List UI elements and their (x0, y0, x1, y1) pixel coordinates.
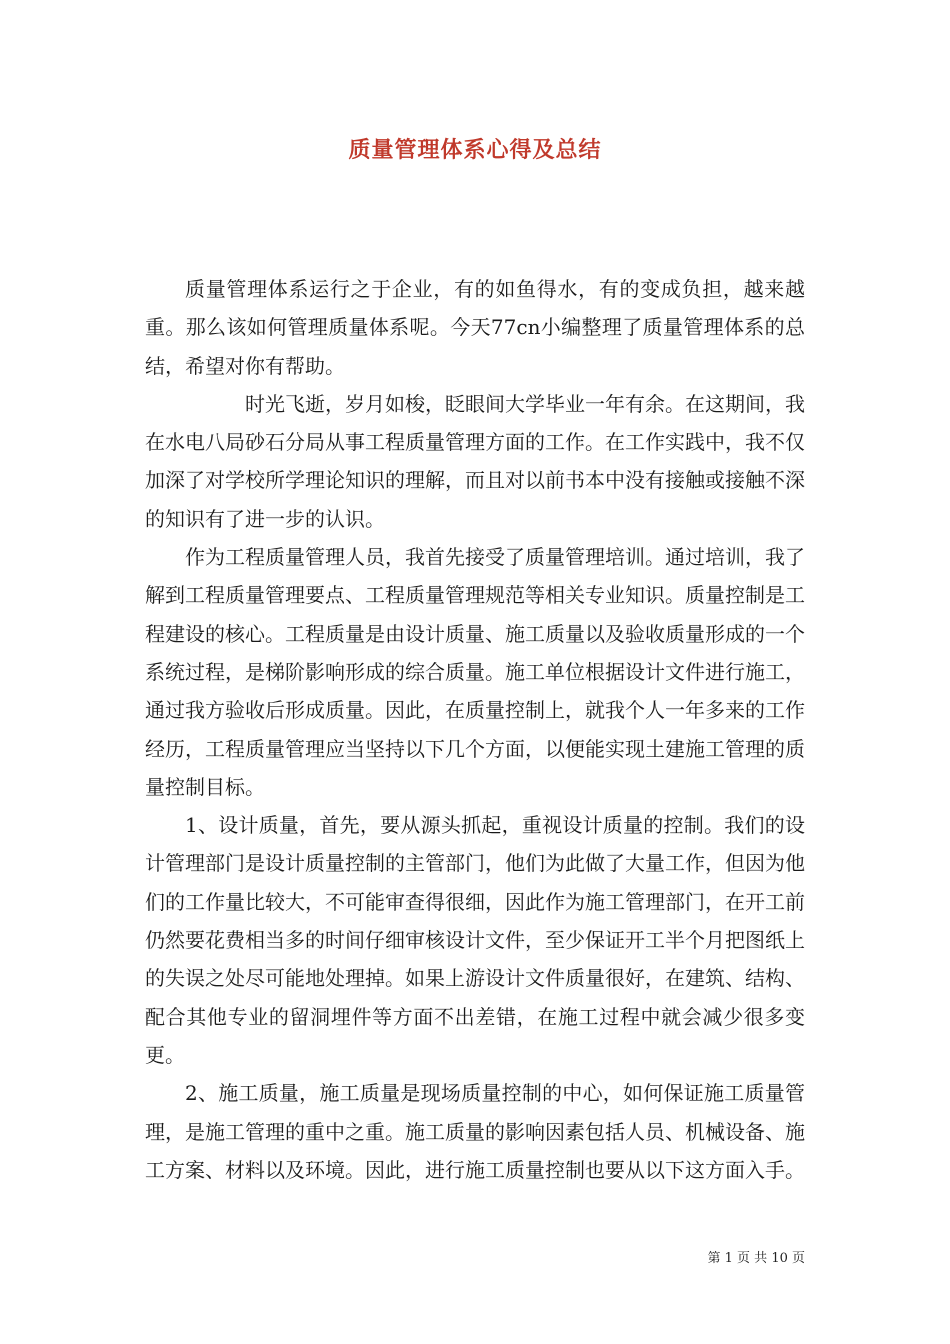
page-number: 第 1 页 共 10 页 (707, 1251, 805, 1266)
document-body (145, 270, 805, 1189)
paragraph-design-quality: 1、设计质量，首先，要从源头抓起，重视设计质量的控制。我们的设计管理部门是设计质量控制的主管部门，他们为此做了大量工作，但因为他们的工作量比较大，不可能审查得很细，因此作为施工管理部门，在开工前仍然要花费相当多的时间仔细审核设计文件，至少保证开工半个月把图纸上的失误之处尽可能地处理掉。如果上游设计文件质量很好，在建筑、结构、配合其他专业的留洞埋件等方面不出差错，在施工过程中就会减少很多变更。 (145, 813, 805, 1067)
document-title: 质量管理体系心得及总结 (348, 137, 602, 163)
paragraph-experience: 时光飞逝，岁月如梭，眨眼间大学毕业一年有余。在这期间，我在水电八局砂石分局从事工程质量管理方面的工作。在工作实践中，我不仅加深了对学校所学理论知识的理解，而且对以前书本中没有接触或接触不深的知识有了进一步的认识。 (145, 391, 805, 531)
paragraph-construction-quality: 2、施工质量，施工质量是现场质量控制的中心，如何保证施工质量管理，是施工管理的重中之重。施工质量的影响因素包括人员、机械设备、施工方案、材料以及环境。因此，进行施工质量控制也要从以下这方面入手。 (145, 1081, 805, 1182)
paragraph-intro: 质量管理体系运行之于企业，有的如鱼得水，有的变成负担，越来越重。那么该如何管理质量体系呢。今天77cn小编整理了质量管理体系的总结，希望对你有帮助。 (145, 277, 805, 378)
paragraph-training: 作为工程质量管理人员，我首先接受了质量管理培训。通过培训，我了解到工程质量管理要点、工程质量管理规范等相关专业知识。质量控制是工程建设的核心。工程质量是由设计质量、施工质量以及验收质量形成的一个系统过程，是梯阶影响形成的综合质量。施工单位根据设计文件进行施工，通过我方验收后形成质量。因此，在质量控制上，就我个人一年多来的工作经历，工程质量管理应当坚持以下几个方面，以便能实现土建施工管理的质量控制目标。 (145, 545, 805, 799)
